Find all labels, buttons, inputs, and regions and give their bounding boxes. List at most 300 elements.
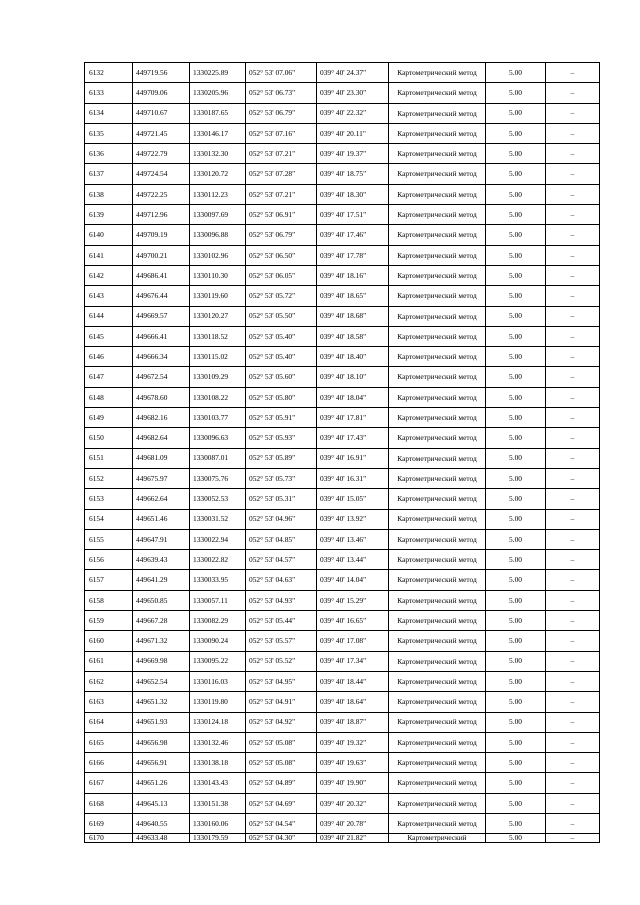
method-cell: Картометрический метод <box>389 225 486 245</box>
table-row <box>85 712 600 732</box>
longitude-cell: 039° 40' 13.92" <box>317 509 389 529</box>
point-number-cell: 6155 <box>85 529 133 549</box>
latitude-cell: 052° 53' 07.28" <box>246 164 317 184</box>
y-coordinate-cell: 1330138.18 <box>190 753 246 773</box>
y-coordinate-cell: 1330022.94 <box>190 529 246 549</box>
latitude-cell: 052° 53' 06.05" <box>246 265 317 285</box>
x-coordinate-cell: 449651.26 <box>133 773 190 793</box>
latitude-cell: 052° 53' 04.92" <box>246 712 317 732</box>
note-cell: – <box>546 265 600 285</box>
accuracy-cell: 5.00 <box>486 205 546 225</box>
accuracy-cell: 5.00 <box>486 529 546 549</box>
note-cell: – <box>546 813 600 833</box>
table-row <box>85 468 600 488</box>
accuracy-cell: 5.00 <box>486 245 546 265</box>
latitude-cell: 052° 53' 04.93" <box>246 590 317 610</box>
accuracy-cell: 5.00 <box>486 387 546 407</box>
longitude-cell: 039° 40' 19.37" <box>317 144 389 164</box>
longitude-cell: 039° 40' 13.46" <box>317 529 389 549</box>
table-row <box>85 793 600 813</box>
method-cell: Картометрический метод <box>389 509 486 529</box>
y-coordinate-cell: 1330031.52 <box>190 509 246 529</box>
table-row <box>85 428 600 448</box>
latitude-cell: 052° 53' 07.16" <box>246 123 317 143</box>
method-cell: Картометрический метод <box>389 773 486 793</box>
longitude-cell: 039° 40' 18.75" <box>317 164 389 184</box>
note-cell: – <box>546 123 600 143</box>
note-cell: – <box>546 184 600 204</box>
y-coordinate-cell: 1330087.01 <box>190 448 246 468</box>
table-row <box>85 83 600 103</box>
table-body <box>85 63 600 843</box>
point-number-cell: 6144 <box>85 306 133 326</box>
method-cell: Картометрический метод <box>389 712 486 732</box>
latitude-cell: 052° 53' 05.08" <box>246 753 317 773</box>
note-cell: – <box>546 468 600 488</box>
x-coordinate-cell: 449651.93 <box>133 712 190 732</box>
y-coordinate-cell: 1330075.76 <box>190 468 246 488</box>
point-number-cell: 6132 <box>85 63 133 83</box>
x-coordinate-cell: 449722.79 <box>133 144 190 164</box>
x-coordinate-cell: 449682.64 <box>133 428 190 448</box>
note-cell: – <box>546 428 600 448</box>
y-coordinate-cell: 1330151.38 <box>190 793 246 813</box>
method-cell: Картометрический метод <box>389 63 486 83</box>
x-coordinate-cell: 449710.67 <box>133 103 190 123</box>
note-cell: – <box>546 712 600 732</box>
y-coordinate-cell: 1330225.89 <box>190 63 246 83</box>
table-row <box>85 570 600 590</box>
longitude-cell: 039° 40' 18.58" <box>317 326 389 346</box>
latitude-cell: 052° 53' 05.31" <box>246 489 317 509</box>
point-number-cell: 6143 <box>85 286 133 306</box>
longitude-cell: 039° 40' 18.30" <box>317 184 389 204</box>
x-coordinate-cell: 449709.06 <box>133 83 190 103</box>
method-cell: Картометрический метод <box>389 631 486 651</box>
latitude-cell: 052° 53' 04.96" <box>246 509 317 529</box>
longitude-cell: 039° 40' 18.40" <box>317 347 389 367</box>
accuracy-cell: 5.00 <box>486 184 546 204</box>
point-number-cell: 6165 <box>85 732 133 752</box>
accuracy-cell: 5.00 <box>486 347 546 367</box>
latitude-cell: 052° 53' 05.72" <box>246 286 317 306</box>
latitude-cell: 052° 53' 06.91" <box>246 205 317 225</box>
y-coordinate-cell: 1330160.06 <box>190 813 246 833</box>
point-number-cell: 6134 <box>85 103 133 123</box>
latitude-cell: 052° 53' 05.40" <box>246 326 317 346</box>
point-number-cell: 6154 <box>85 509 133 529</box>
x-coordinate-cell: 449724.54 <box>133 164 190 184</box>
x-coordinate-cell: 449640.55 <box>133 813 190 833</box>
y-coordinate-cell: 1330132.30 <box>190 144 246 164</box>
latitude-cell: 052° 53' 05.89" <box>246 448 317 468</box>
latitude-cell: 052° 53' 05.60" <box>246 367 317 387</box>
table-row <box>85 306 600 326</box>
y-coordinate-cell: 1330179.59 <box>190 834 246 843</box>
table-row <box>85 408 600 428</box>
y-coordinate-cell: 1330124.18 <box>190 712 246 732</box>
point-number-cell: 6169 <box>85 813 133 833</box>
table-row <box>85 550 600 570</box>
method-cell: Картометрический метод <box>389 448 486 468</box>
method-cell: Картометрический метод <box>389 590 486 610</box>
note-cell: – <box>546 692 600 712</box>
longitude-cell: 039° 40' 18.87" <box>317 712 389 732</box>
method-cell: Картометрический метод <box>389 286 486 306</box>
method-cell: Картометрический метод <box>389 387 486 407</box>
point-number-cell: 6133 <box>85 83 133 103</box>
table-row <box>85 509 600 529</box>
latitude-cell: 052° 53' 04.63" <box>246 570 317 590</box>
latitude-cell: 052° 53' 05.91" <box>246 408 317 428</box>
point-number-cell: 6137 <box>85 164 133 184</box>
latitude-cell: 052° 53' 06.50" <box>246 245 317 265</box>
note-cell: – <box>546 529 600 549</box>
accuracy-cell: 5.00 <box>486 468 546 488</box>
accuracy-cell: 5.00 <box>486 286 546 306</box>
latitude-cell: 052° 53' 06.73" <box>246 83 317 103</box>
latitude-cell: 052° 53' 04.30" <box>246 834 317 843</box>
method-cell: Картометрический метод <box>389 103 486 123</box>
latitude-cell: 052° 53' 07.21" <box>246 184 317 204</box>
accuracy-cell: 5.00 <box>486 428 546 448</box>
note-cell: – <box>546 570 600 590</box>
x-coordinate-cell: 449652.54 <box>133 671 190 691</box>
y-coordinate-cell: 1330103.77 <box>190 408 246 428</box>
note-cell: – <box>546 286 600 306</box>
longitude-cell: 039° 40' 15.05" <box>317 489 389 509</box>
y-coordinate-cell: 1330143.43 <box>190 773 246 793</box>
latitude-cell: 052° 53' 04.95" <box>246 671 317 691</box>
accuracy-cell: 5.00 <box>486 367 546 387</box>
table-row <box>85 286 600 306</box>
x-coordinate-cell: 449662.64 <box>133 489 190 509</box>
longitude-cell: 039° 40' 24.37" <box>317 63 389 83</box>
accuracy-cell: 5.00 <box>486 509 546 529</box>
point-number-cell: 6135 <box>85 123 133 143</box>
table-row <box>85 184 600 204</box>
accuracy-cell: 5.00 <box>486 793 546 813</box>
accuracy-cell: 5.00 <box>486 590 546 610</box>
note-cell: – <box>546 550 600 570</box>
table-row <box>85 103 600 123</box>
y-coordinate-cell: 1330120.72 <box>190 164 246 184</box>
coordinates-table <box>84 62 600 843</box>
method-cell: Картометрический метод <box>389 265 486 285</box>
longitude-cell: 039° 40' 20.78" <box>317 813 389 833</box>
table-row <box>85 347 600 367</box>
x-coordinate-cell: 449647.91 <box>133 529 190 549</box>
y-coordinate-cell: 1330097.69 <box>190 205 246 225</box>
y-coordinate-cell: 1330052.53 <box>190 489 246 509</box>
x-coordinate-cell: 449641.29 <box>133 570 190 590</box>
table-row <box>85 813 600 833</box>
longitude-cell: 039° 40' 19.90" <box>317 773 389 793</box>
longitude-cell: 039° 40' 16.91" <box>317 448 389 468</box>
accuracy-cell: 5.00 <box>486 448 546 468</box>
longitude-cell: 039° 40' 17.46" <box>317 225 389 245</box>
table-row <box>85 205 600 225</box>
note-cell: – <box>546 408 600 428</box>
longitude-cell: 039° 40' 18.04" <box>317 387 389 407</box>
accuracy-cell: 5.00 <box>486 123 546 143</box>
point-number-cell: 6145 <box>85 326 133 346</box>
table-row <box>85 144 600 164</box>
longitude-cell: 039° 40' 22.32" <box>317 103 389 123</box>
method-cell: Картометрический метод <box>389 408 486 428</box>
point-number-cell: 6158 <box>85 590 133 610</box>
table-row <box>85 529 600 549</box>
table-row <box>85 671 600 691</box>
note-cell: – <box>546 63 600 83</box>
accuracy-cell: 5.00 <box>486 611 546 631</box>
note-cell: – <box>546 306 600 326</box>
latitude-cell: 052° 53' 04.85" <box>246 529 317 549</box>
point-number-cell: 6139 <box>85 205 133 225</box>
point-number-cell: 6162 <box>85 671 133 691</box>
accuracy-cell: 5.00 <box>486 813 546 833</box>
longitude-cell: 039° 40' 18.44" <box>317 671 389 691</box>
accuracy-cell: 5.00 <box>486 408 546 428</box>
accuracy-cell: 5.00 <box>486 712 546 732</box>
accuracy-cell: 5.00 <box>486 63 546 83</box>
accuracy-cell: 5.00 <box>486 834 546 843</box>
table-row <box>85 367 600 387</box>
y-coordinate-cell: 1330110.30 <box>190 265 246 285</box>
table-row <box>85 245 600 265</box>
longitude-cell: 039° 40' 16.31" <box>317 468 389 488</box>
table-row <box>85 387 600 407</box>
method-cell: Картометрический метод <box>389 753 486 773</box>
coordinates-table-page <box>84 62 599 843</box>
y-coordinate-cell: 1330082.29 <box>190 611 246 631</box>
x-coordinate-cell: 449686.41 <box>133 265 190 285</box>
y-coordinate-cell: 1330187.65 <box>190 103 246 123</box>
note-cell: – <box>546 509 600 529</box>
point-number-cell: 6138 <box>85 184 133 204</box>
latitude-cell: 052° 53' 04.69" <box>246 793 317 813</box>
x-coordinate-cell: 449671.32 <box>133 631 190 651</box>
method-cell: Картометрический метод <box>389 123 486 143</box>
table-row <box>85 63 600 83</box>
accuracy-cell: 5.00 <box>486 773 546 793</box>
method-cell: Картометрический <box>389 834 486 843</box>
accuracy-cell: 5.00 <box>486 326 546 346</box>
point-number-cell: 6152 <box>85 468 133 488</box>
latitude-cell: 052° 53' 05.93" <box>246 428 317 448</box>
method-cell: Картометрический метод <box>389 651 486 671</box>
longitude-cell: 039° 40' 13.44" <box>317 550 389 570</box>
x-coordinate-cell: 449645.13 <box>133 793 190 813</box>
point-number-cell: 6159 <box>85 611 133 631</box>
point-number-cell: 6147 <box>85 367 133 387</box>
method-cell: Картометрический метод <box>389 205 486 225</box>
y-coordinate-cell: 1330118.52 <box>190 326 246 346</box>
longitude-cell: 039° 40' 17.81" <box>317 408 389 428</box>
x-coordinate-cell: 449712.96 <box>133 205 190 225</box>
x-coordinate-cell: 449639.43 <box>133 550 190 570</box>
longitude-cell: 039° 40' 18.68" <box>317 306 389 326</box>
note-cell: – <box>546 103 600 123</box>
method-cell: Картометрический метод <box>389 570 486 590</box>
table-row <box>85 692 600 712</box>
note-cell: – <box>546 205 600 225</box>
x-coordinate-cell: 449633.48 <box>133 834 190 843</box>
table-row <box>85 611 600 631</box>
method-cell: Картометрический метод <box>389 793 486 813</box>
latitude-cell: 052° 53' 05.80" <box>246 387 317 407</box>
x-coordinate-cell: 449681.09 <box>133 448 190 468</box>
x-coordinate-cell: 449669.57 <box>133 306 190 326</box>
method-cell: Картометрический метод <box>389 813 486 833</box>
longitude-cell: 039° 40' 21.82" <box>317 834 389 843</box>
accuracy-cell: 5.00 <box>486 631 546 651</box>
note-cell: – <box>546 489 600 509</box>
method-cell: Картометрический метод <box>389 611 486 631</box>
note-cell: – <box>546 347 600 367</box>
method-cell: Картометрический метод <box>389 144 486 164</box>
accuracy-cell: 5.00 <box>486 732 546 752</box>
x-coordinate-cell: 449709.19 <box>133 225 190 245</box>
latitude-cell: 052° 53' 07.21" <box>246 144 317 164</box>
point-number-cell: 6163 <box>85 692 133 712</box>
method-cell: Картометрический метод <box>389 347 486 367</box>
accuracy-cell: 5.00 <box>486 225 546 245</box>
note-cell: – <box>546 83 600 103</box>
table-row <box>85 448 600 468</box>
latitude-cell: 052° 53' 04.91" <box>246 692 317 712</box>
latitude-cell: 052° 53' 04.89" <box>246 773 317 793</box>
point-number-cell: 6141 <box>85 245 133 265</box>
longitude-cell: 039° 40' 16.65" <box>317 611 389 631</box>
note-cell: – <box>546 367 600 387</box>
accuracy-cell: 5.00 <box>486 753 546 773</box>
latitude-cell: 052° 53' 07.06" <box>246 63 317 83</box>
y-coordinate-cell: 1330090.24 <box>190 631 246 651</box>
point-number-cell: 6150 <box>85 428 133 448</box>
note-cell: – <box>546 793 600 813</box>
x-coordinate-cell: 449700.21 <box>133 245 190 265</box>
latitude-cell: 052° 53' 05.52" <box>246 651 317 671</box>
accuracy-cell: 5.00 <box>486 164 546 184</box>
y-coordinate-cell: 1330119.60 <box>190 286 246 306</box>
table-row <box>85 834 600 843</box>
y-coordinate-cell: 1330096.63 <box>190 428 246 448</box>
y-coordinate-cell: 1330115.02 <box>190 347 246 367</box>
table-row <box>85 753 600 773</box>
method-cell: Картометрический метод <box>389 550 486 570</box>
longitude-cell: 039° 40' 17.34" <box>317 651 389 671</box>
note-cell: – <box>546 753 600 773</box>
longitude-cell: 039° 40' 14.04" <box>317 570 389 590</box>
latitude-cell: 052° 53' 05.44" <box>246 611 317 631</box>
y-coordinate-cell: 1330112.23 <box>190 184 246 204</box>
x-coordinate-cell: 449675.97 <box>133 468 190 488</box>
note-cell: – <box>546 448 600 468</box>
note-cell: – <box>546 164 600 184</box>
method-cell: Картометрический метод <box>389 428 486 448</box>
note-cell: – <box>546 611 600 631</box>
accuracy-cell: 5.00 <box>486 570 546 590</box>
latitude-cell: 052° 53' 05.57" <box>246 631 317 651</box>
note-cell: – <box>546 225 600 245</box>
x-coordinate-cell: 449650.85 <box>133 590 190 610</box>
point-number-cell: 6160 <box>85 631 133 651</box>
longitude-cell: 039° 40' 18.10" <box>317 367 389 387</box>
accuracy-cell: 5.00 <box>486 83 546 103</box>
y-coordinate-cell: 1330108.22 <box>190 387 246 407</box>
method-cell: Картометрический метод <box>389 306 486 326</box>
x-coordinate-cell: 449722.25 <box>133 184 190 204</box>
x-coordinate-cell: 449678.60 <box>133 387 190 407</box>
point-number-cell: 6167 <box>85 773 133 793</box>
x-coordinate-cell: 449682.16 <box>133 408 190 428</box>
method-cell: Картометрический метод <box>389 83 486 103</box>
x-coordinate-cell: 449721.45 <box>133 123 190 143</box>
longitude-cell: 039° 40' 17.78" <box>317 245 389 265</box>
accuracy-cell: 5.00 <box>486 692 546 712</box>
latitude-cell: 052° 53' 06.79" <box>246 103 317 123</box>
longitude-cell: 039° 40' 20.11" <box>317 123 389 143</box>
x-coordinate-cell: 449667.28 <box>133 611 190 631</box>
latitude-cell: 052° 53' 05.50" <box>246 306 317 326</box>
latitude-cell: 052° 53' 05.73" <box>246 468 317 488</box>
y-coordinate-cell: 1330102.96 <box>190 245 246 265</box>
point-number-cell: 6153 <box>85 489 133 509</box>
x-coordinate-cell: 449676.44 <box>133 286 190 306</box>
table-row <box>85 732 600 752</box>
point-number-cell: 6136 <box>85 144 133 164</box>
y-coordinate-cell: 1330116.03 <box>190 671 246 691</box>
accuracy-cell: 5.00 <box>486 144 546 164</box>
longitude-cell: 039° 40' 18.65" <box>317 286 389 306</box>
x-coordinate-cell: 449719.56 <box>133 63 190 83</box>
method-cell: Картометрический метод <box>389 367 486 387</box>
table-row <box>85 265 600 285</box>
longitude-cell: 039° 40' 19.32" <box>317 732 389 752</box>
method-cell: Картометрический метод <box>389 164 486 184</box>
accuracy-cell: 5.00 <box>486 550 546 570</box>
point-number-cell: 6142 <box>85 265 133 285</box>
x-coordinate-cell: 449666.41 <box>133 326 190 346</box>
table-row <box>85 651 600 671</box>
y-coordinate-cell: 1330120.27 <box>190 306 246 326</box>
latitude-cell: 052° 53' 04.54" <box>246 813 317 833</box>
table-row <box>85 123 600 143</box>
longitude-cell: 039° 40' 17.08" <box>317 631 389 651</box>
accuracy-cell: 5.00 <box>486 265 546 285</box>
note-cell: – <box>546 773 600 793</box>
longitude-cell: 039° 40' 18.64" <box>317 692 389 712</box>
note-cell: – <box>546 651 600 671</box>
point-number-cell: 6157 <box>85 570 133 590</box>
point-number-cell: 6156 <box>85 550 133 570</box>
method-cell: Картометрический метод <box>389 326 486 346</box>
point-number-cell: 6161 <box>85 651 133 671</box>
longitude-cell: 039° 40' 17.43" <box>317 428 389 448</box>
y-coordinate-cell: 1330095.22 <box>190 651 246 671</box>
note-cell: – <box>546 387 600 407</box>
x-coordinate-cell: 449672.54 <box>133 367 190 387</box>
y-coordinate-cell: 1330033.95 <box>190 570 246 590</box>
y-coordinate-cell: 1330057.11 <box>190 590 246 610</box>
y-coordinate-cell: 1330205.96 <box>190 83 246 103</box>
latitude-cell: 052° 53' 04.57" <box>246 550 317 570</box>
latitude-cell: 052° 53' 05.40" <box>246 347 317 367</box>
table-row <box>85 773 600 793</box>
table-row <box>85 225 600 245</box>
note-cell: – <box>546 671 600 691</box>
